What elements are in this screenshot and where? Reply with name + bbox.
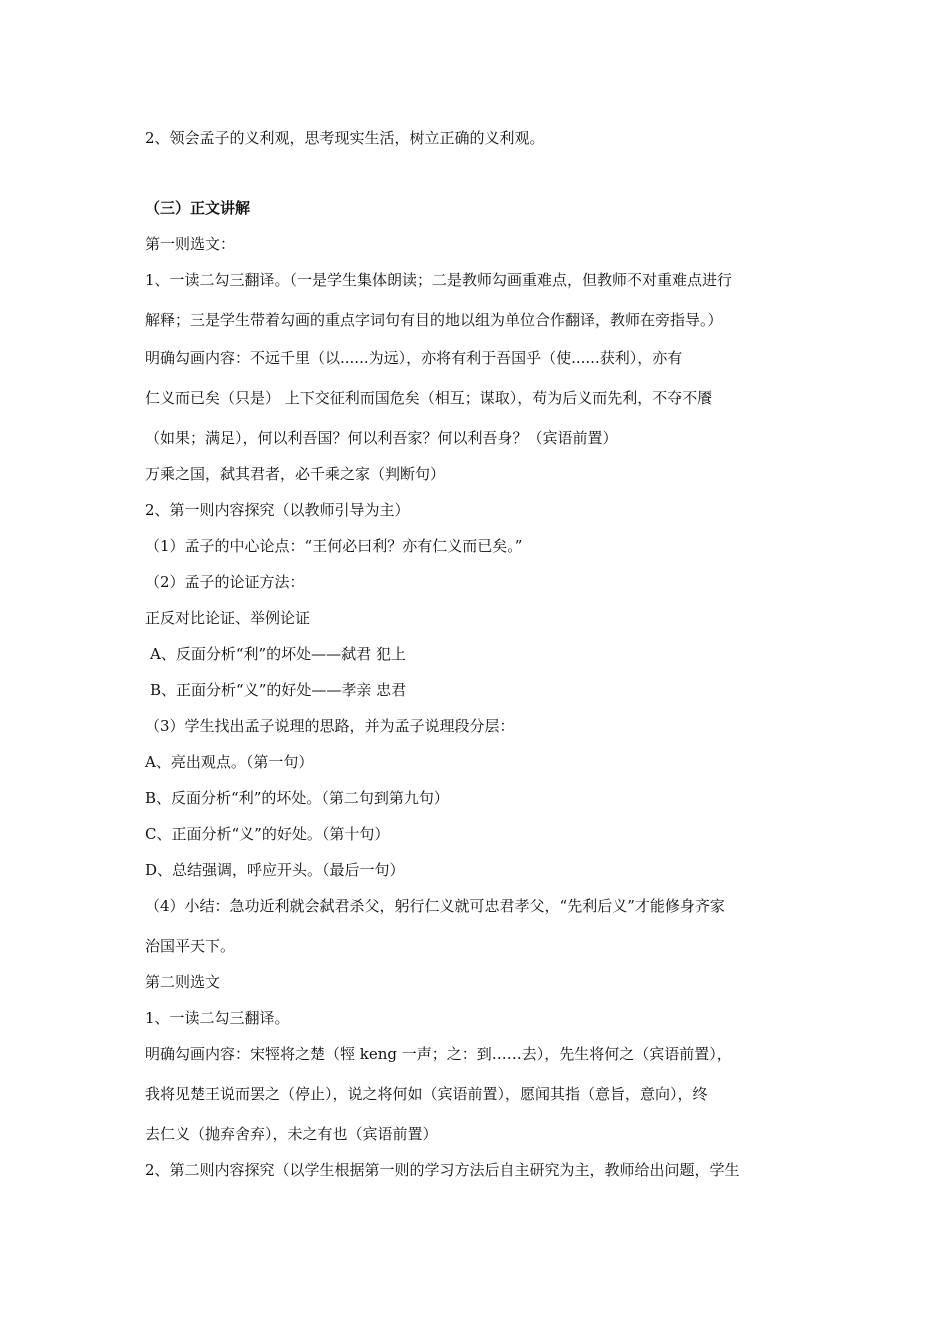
paragraph: 正反对比论证、举例论证 [145, 609, 311, 627]
paragraph: C、正面分析“义”的好处。（第十句） [145, 825, 390, 843]
paragraph: （1）孟子的中心论点：“王何必曰利？亦有仁义而已矣。” [145, 537, 523, 555]
paragraph: 2、第一则内容探究（以教师引导为主） [145, 501, 410, 519]
paragraph: 1、一读二勾三翻译。（一是学生集体朗读；二是教师勾画重难点，但教师不对重难点进行 [145, 271, 733, 289]
paragraph: A、亮出观点。（第一句） [145, 753, 314, 771]
paragraph: 2、领会孟子的义利观，思考现实生活，树立正确的义利观。 [145, 129, 545, 147]
paragraph: 仁义而已矣（只是） 上下交征利而国危矣（相互；谋取），苟为后义而先利，不夺不餍 [145, 389, 713, 407]
paragraph: 第一则选文： [145, 235, 236, 253]
paragraph: 第二则选文 [145, 973, 221, 991]
paragraph: （4）小结：急功近利就会弑君杀父，躬行仁义就可忠君孝父，“先利后义”才能修身齐家 [145, 897, 725, 915]
paragraph: 明确勾画内容：不远千里（以......为远），亦将有利于吾国乎（使......获利），亦有 [145, 349, 683, 367]
paragraph: （2）孟子的论证方法： [145, 573, 305, 591]
paragraph: 2、第二则内容探究（以学生根据第一则的学习方法后自主研究为主，教师给出问题，学生 [145, 1161, 740, 1179]
paragraph: 去仁义（抛弃舍弃），未之有也（宾语前置） [145, 1125, 438, 1143]
paragraph: 治国平天下。 [145, 937, 236, 955]
paragraph: 解释；三是学生带着勾画的重点字词句有目的地以组为单位合作翻译，教师在旁指导。） [145, 311, 723, 329]
paragraph: B、反面分析“利”的坏处。（第二句到第九句） [145, 789, 449, 807]
paragraph: 1、一读二勾三翻译。 [145, 1009, 290, 1027]
paragraph: 明确勾画内容：宋牼将之楚（牼 keng 一声；之：到……去），先生将何之（宾语前置）， [145, 1045, 732, 1063]
paragraph: （3）学生找出孟子说理的思路，并为孟子说理段分层： [145, 717, 515, 735]
paragraph: A、反面分析“利”的坏处——弑君 犯上 [150, 645, 406, 663]
paragraph: B、正面分析“义”的好处——孝亲 忠君 [150, 681, 407, 699]
section-heading: （三）正文讲解 [145, 199, 251, 217]
paragraph: 我将见楚王说而罢之（停止），说之将何如（宾语前置），愿闻其指（意旨，意向），终 [145, 1085, 708, 1103]
paragraph: D、总结强调，呼应开头。（最后一句） [145, 861, 405, 879]
paragraph: 万乘之国，弑其君者，必千乘之家（判断句） [145, 465, 446, 483]
paragraph: （如果；满足），何以利吾国？何以利吾家？何以利吾身？（宾语前置） [145, 429, 618, 447]
